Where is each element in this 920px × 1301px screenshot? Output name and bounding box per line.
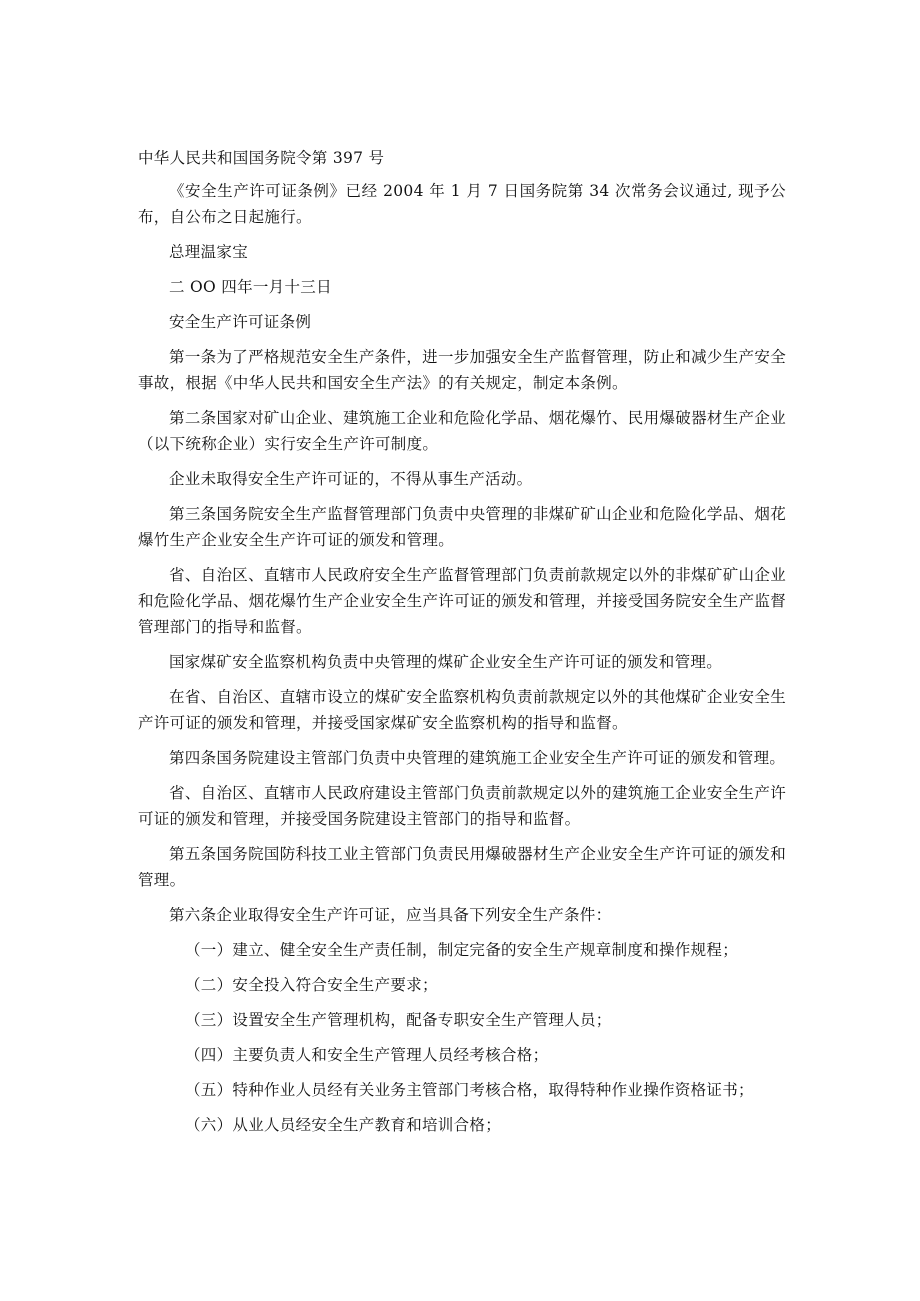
announcement-date: 二 OO 四年一月十三日 <box>169 278 332 296</box>
article-4-clause: 省、自治区、直辖市人民政府建设主管部门负责前款规定以外的建筑施工企业安全生产许可证的颁发和管理，并接受国务院建设主管部门的指导和监督。 <box>138 784 786 828</box>
condition-item: （二）安全投入符合安全生产要求； <box>185 976 438 994</box>
document-page <box>138 145 786 1147</box>
article-2: 第二条国家对矿山企业、建筑施工企业和危险化学品、烟花爆竹、民用爆破器材生产企业（以下统称企业）实行安全生产许可制度。 <box>138 409 786 453</box>
condition-item: （三）设置安全生产管理机构，配备专职安全生产管理人员； <box>185 1011 612 1029</box>
article-2-clause: 企业未取得安全生产许可证的，不得从事生产活动。 <box>169 470 533 488</box>
article-1: 第一条为了严格规范安全生产条件，进一步加强安全生产监督管理，防止和减少生产安全事故，根据《中华人民共和国安全生产法》的有关规定，制定本条例。 <box>138 348 786 392</box>
article-3-clause-coal-provincial: 在省、自治区、直辖市设立的煤矿安全监察机构负责前款规定以外的其他煤矿企业安全生产许可证的颁发和管理，并接受国家煤矿安全监察机构的指导和监督。 <box>138 688 786 732</box>
article-3-clause-coal-national: 国家煤矿安全监察机构负责中央管理的煤矿企业安全生产许可证的颁发和管理。 <box>169 653 723 671</box>
article-5: 第五条国务院国防科技工业主管部门负责民用爆破器材生产企业安全生产许可证的颁发和管理。 <box>138 845 786 889</box>
condition-item: （五）特种作业人员经有关业务主管部门考核合格，取得特种作业操作资格证书； <box>185 1081 754 1099</box>
article-4: 第四条国务院建设主管部门负责中央管理的建筑施工企业安全生产许可证的颁发和管理。 <box>169 749 786 767</box>
condition-item: （四）主要负责人和安全生产管理人员经考核合格； <box>185 1046 549 1064</box>
regulation-title: 安全生产许可证条例 <box>169 313 312 331</box>
decree-number: 中华人民共和国国务院令第 397 号 <box>138 149 385 167</box>
signatory: 总理温家宝 <box>169 243 249 261</box>
condition-item: （一）建立、健全安全生产责任制，制定完备的安全生产规章制度和操作规程； <box>185 941 739 959</box>
article-3: 第三条国务院安全生产监督管理部门负责中央管理的非煤矿矿山企业和危险化学品、烟花爆竹生产企业安全生产许可证的颁发和管理。 <box>138 505 786 549</box>
article-6: 第六条企业取得安全生产许可证，应当具备下列安全生产条件： <box>169 906 612 924</box>
article-3-clause-provincial: 省、自治区、直辖市人民政府安全生产监督管理部门负责前款规定以外的非煤矿矿山企业和危险化学品、烟花爆竹生产企业安全生产许可证的颁发和管理，并接受国务院安全生产监督管理部门的指导和监督。 <box>138 566 786 636</box>
announcement-text: 《安全生产许可证条例》已经 2004 年 1 月 7 日国务院第 34 次常务会议通过, 现予公布，自公布之日起施行。 <box>138 182 786 226</box>
condition-item: （六）从业人员经安全生产教育和培训合格； <box>185 1116 502 1134</box>
